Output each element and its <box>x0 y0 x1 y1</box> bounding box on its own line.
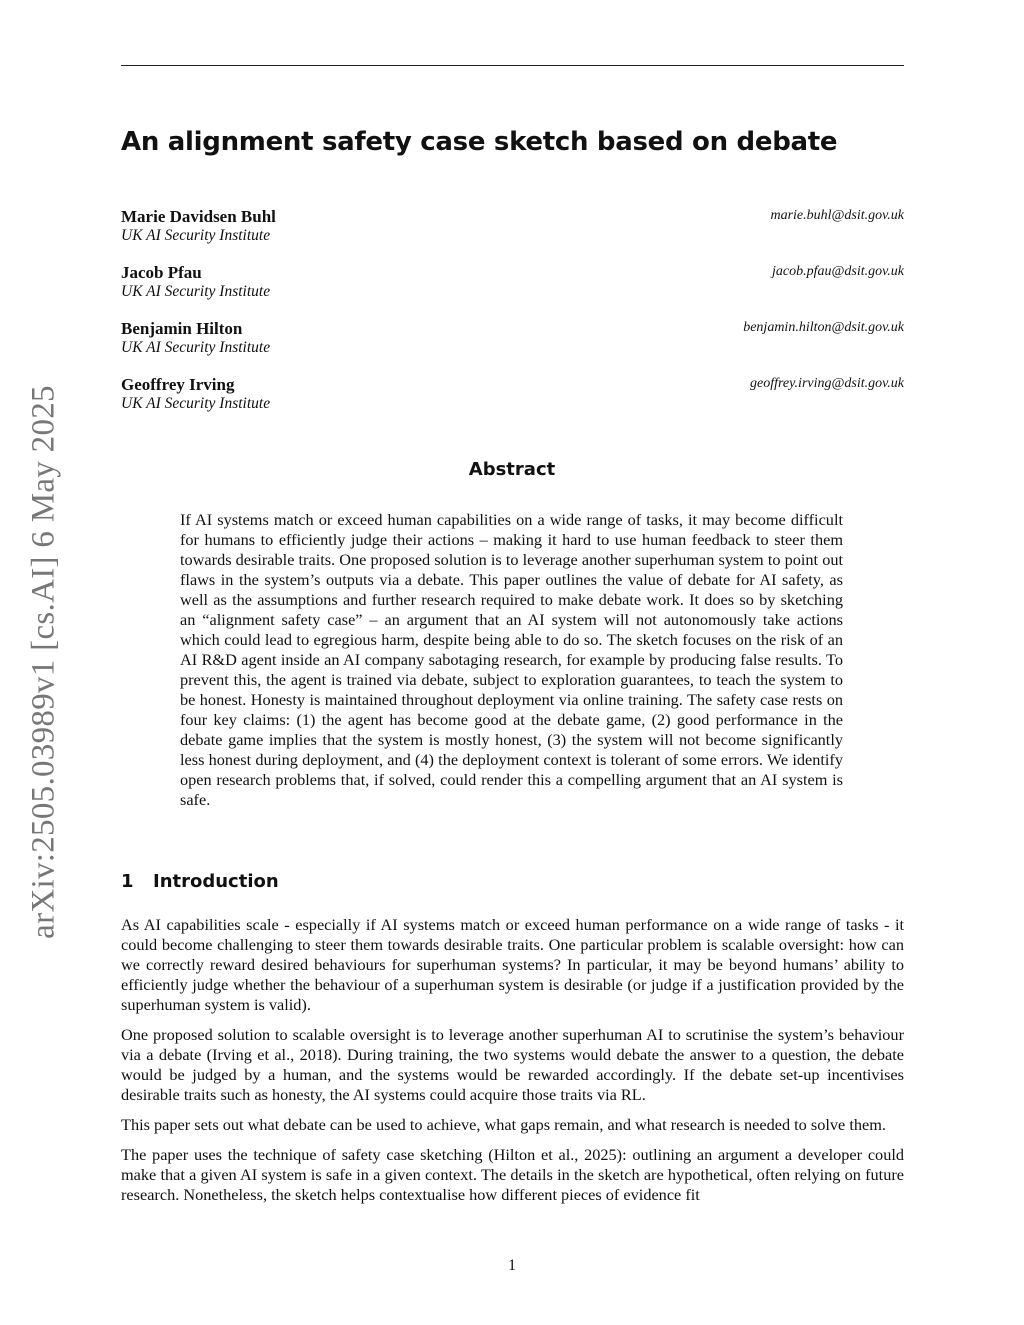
author-name: Benjamin Hilton <box>121 319 243 338</box>
author-email[interactable]: jacob.pfau@dsit.gov.uk <box>772 264 904 279</box>
introduction-body <box>121 915 904 1215</box>
author-affiliation: UK AI Security Institute <box>121 227 271 244</box>
paragraph: One proposed solution to scalable oversight is to leverage another superhuman AI to scrutinise the system’s behaviour via a debate (Irving et al., 2018). During training, the two systems would debate the answer to a question, the debate would be judged by a human, and the systems would be rewarded accordingly. If the debate set-up incentivises desirable traits such as honesty, the AI systems could acquire those traits via RL. <box>121 1025 904 1104</box>
author-name: Marie Davidsen Buhl <box>121 207 276 226</box>
author-name: Geoffrey Irving <box>121 375 235 394</box>
author-name: Jacob Pfau <box>121 263 202 282</box>
author-block <box>121 319 904 363</box>
paragraph: The paper uses the technique of safety case sketching (Hilton et al., 2025): outlining an argument a developer could make that a given AI system is safe in a given context. The details in the sketch are hypothetical, often relying on future research. Nonetheless, the sketch helps contextualise how different pieces of evidence fit <box>121 1145 904 1204</box>
page-number: 1 <box>508 1257 516 1274</box>
author-block <box>121 375 904 419</box>
paragraph: As AI capabilities scale - especially if AI systems match or exceed human performance on a wide range of tasks - it could become challenging to steer them towards desirable traits. One particular problem is scalable oversight: how can we correctly reward desired behaviours for superhuman systems? In particular, it may be beyond humans’ ability to efficiently judge whether the behaviour of a superhuman system is desirable (or judge if a justification provided by the superhuman system is valid). <box>121 915 904 1014</box>
author-email[interactable]: marie.buhl@dsit.gov.uk <box>770 208 904 223</box>
author-email[interactable]: geoffrey.irving@dsit.gov.uk <box>749 376 904 391</box>
paper-title: An alignment safety case sketch based on debate <box>121 127 838 157</box>
author-affiliation: UK AI Security Institute <box>121 283 271 300</box>
abstract-text: If AI systems match or exceed human capabilities on a wide range of tasks, it may become difficult for humans to efficiently judge their actions – making it hard to use human feedback to steer them towards desirable traits. One proposed solution is to leverage another superhuman system to point out flaws in the system’s outputs via a debate. This paper outlines the value of debate for AI safety, as well as the assumptions and further research required to make debate work. It does so by sketching an “alignment safety case” – an argument that an AI system will not autonomously take actions which could lead to egregious harm, despite being able to do so. The sketch focuses on the risk of an AI R&D agent inside an AI company sabotaging research, for example by producing false results. To prevent this, the agent is trained via debate, subject to exploration guarantees, to teach the system to be honest. Honesty is maintained throughout deployment via online training. The safety case rests on four key claims: (1) the agent has become good at the debate game, (2) good performance in the debate game implies that the system is mostly honest, (3) the system will not become significantly less honest during deployment, and (4) the deployment context is tolerant of some errors. We identify open research problems that, if solved, could render this a compelling argument that an AI system is safe. <box>180 510 843 809</box>
author-affiliation: UK AI Security Institute <box>121 339 271 356</box>
paragraph: This paper sets out what debate can be used to achieve, what gaps remain, and what research is needed to solve them. <box>121 1115 886 1134</box>
arxiv-identifier: arXiv:2505.03989v1 [cs.AI] 6 May 2025 <box>25 385 62 939</box>
header-rule <box>121 65 904 66</box>
section-title: Introduction <box>153 871 279 892</box>
section-heading <box>121 871 279 892</box>
section-number: 1 <box>121 871 134 892</box>
author-affiliation: UK AI Security Institute <box>121 395 271 412</box>
abstract-heading: Abstract <box>468 459 556 480</box>
author-email[interactable]: benjamin.hilton@dsit.gov.uk <box>743 320 904 335</box>
author-block <box>121 207 904 251</box>
author-block <box>121 263 904 307</box>
